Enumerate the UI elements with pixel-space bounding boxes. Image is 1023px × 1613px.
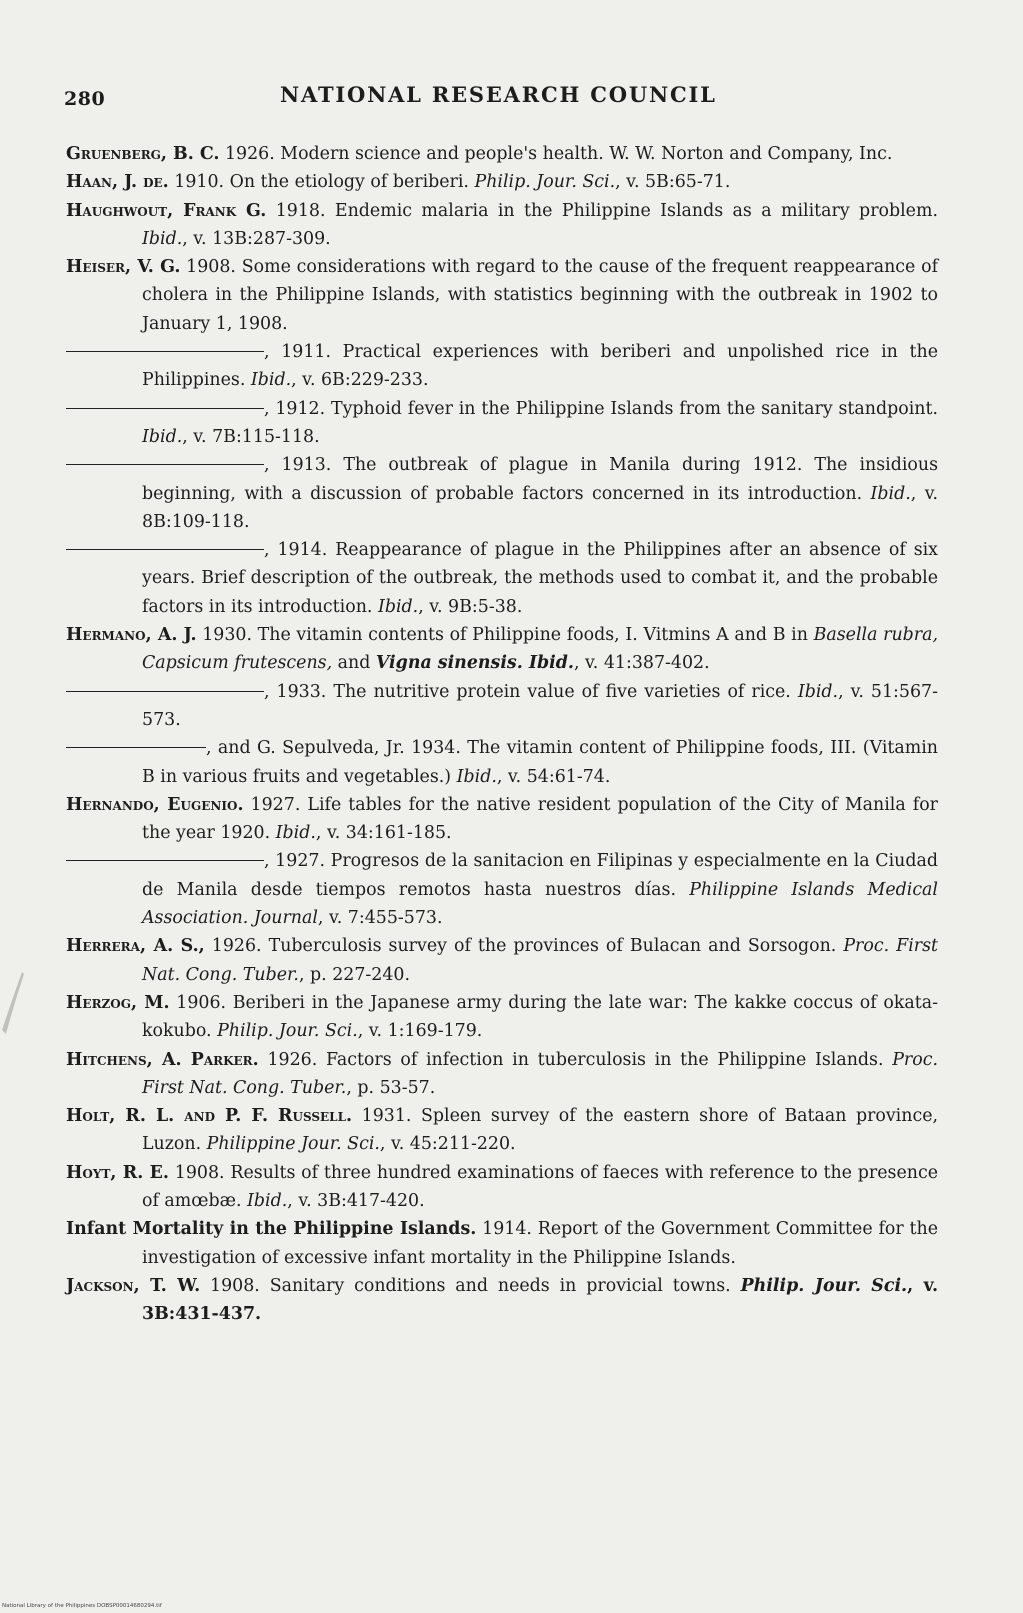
entry-tail: , v. 3B:431-437.: [142, 1275, 938, 1325]
entry-text: 1931. Spleen survey of the eastern shore of Bataan province, Luzon.: [142, 1106, 939, 1155]
entry-author: Jackson, T. W.: [66, 1275, 201, 1296]
bibliography-entry: [66, 678, 938, 735]
bibliography-entry: [66, 536, 938, 621]
bibliography-entry: [66, 932, 938, 989]
bibliography-entry: [66, 1272, 938, 1329]
bibliography-entry: [66, 451, 938, 536]
bibliography-entry: [66, 791, 938, 848]
entry-text: , 1927. Progresos de la sanitacion en Filipinas y especialmente en la Ciudad de Manila desde tiempos remotos hasta nuestros días.: [142, 851, 938, 900]
entry-tail: , p. 227-240.: [298, 964, 410, 985]
entry-author: Haughwout, Frank G.: [66, 200, 267, 221]
entry-text: 1906. Beriberi in the Japanese army during the late war: The kakke coccus of okata-kokubo.: [142, 992, 939, 1042]
entry-author: Gruenberg, B. C.: [66, 144, 220, 164]
entry-tail: , v. 13B:287-309.: [182, 228, 331, 249]
entry-author: Hitchens, A. Parker.: [66, 1049, 259, 1070]
entry-tail: , v. 45:211-220.: [379, 1134, 516, 1155]
entry-journal: Philippine Jour. Sci.: [206, 1134, 380, 1155]
entry-tail: and: [332, 653, 376, 674]
entry-text: 1908. Some considerations with regard to the cause of the frequent reappearance of cholera in the Philippine Islands, with statistics beginning with the outbreak in 1902 to January 1, 1908.: [142, 257, 938, 334]
entry-journal: Ibid.: [522, 653, 574, 674]
entry-tail: , v. 41:387-402.: [573, 653, 710, 674]
entry-tail: , v. 3B:417-420.: [287, 1190, 425, 1211]
scan-footer: National Library of the Philippines DOBSP00014680294.tif: [2, 1603, 162, 1609]
entry-tail: , v. 1:169-179.: [357, 1021, 483, 1042]
entry-text: , 1911. Practical experiences with beriberi and unpolished rice in the Philippines.: [142, 342, 938, 391]
entry-journal: Ibid.: [456, 766, 497, 787]
entry-text: , 1933. The nutritive protein value of five varieties of rice.: [264, 681, 798, 702]
entry-journal: Basella rubra, Capsicum frutescens,: [142, 625, 938, 674]
bibliography-entry: [66, 734, 938, 791]
ditto-rule: [66, 464, 264, 465]
bibliography-entry: [66, 197, 938, 254]
entry-author: Herzog, M.: [66, 992, 170, 1013]
entry-journal: Ibid.: [250, 370, 292, 391]
entry-tail: , v. 7:455-573.: [317, 908, 443, 929]
ditto-rule: [66, 691, 264, 692]
entry-tail: , v. 9B:5-38.: [418, 596, 523, 617]
entry-text: , 1914. Reappearance of plague in the Philippines after an absence of six years. Brief description of the outbreak, the methods used to combat it, and the probable factors in its introduction.: [142, 540, 938, 617]
running-title: NATIONAL RESEARCH COUNCIL: [280, 82, 717, 107]
entry-author: Heiser, V. G.: [66, 257, 181, 278]
bibliography-entry: [66, 168, 938, 196]
bibliography-entry: [66, 395, 938, 452]
bibliography-entry: [66, 1102, 938, 1159]
entry-text: 1914. Report of the Government Committee for the investigation of excessive infant mortality in the Philippine Islands.: [142, 1219, 938, 1268]
entry-tail: , p. 53-57.: [346, 1077, 436, 1098]
entry-journal: Ibid.: [870, 483, 911, 504]
ditto-rule: [66, 747, 206, 748]
entry-author: Hernando, Eugenio.: [66, 794, 244, 815]
bibliography-entry: [66, 1159, 938, 1216]
entry-species: Vigna sinensis.: [375, 653, 523, 674]
entry-text: 1926. Factors of infection in tuberculosis in the Philippine Islands.: [258, 1049, 893, 1070]
entry-tail: , v. 34:161-185.: [315, 823, 452, 844]
ditto-rule: [66, 549, 264, 550]
entry-journal: Ibid.: [797, 681, 839, 702]
entry-text: 1908. Sanitary conditions and needs in provicial towns.: [200, 1275, 741, 1296]
entry-journal: Proc. First Nat. Cong. Tuber.: [142, 1049, 938, 1098]
entry-author: Haan, J. de.: [66, 172, 169, 193]
entry-tail: , v. 8B:109-118.: [142, 483, 938, 532]
entry-text: 1930. The vitamin contents of Philippine foods, I. Vitmins A and B in: [196, 625, 814, 646]
bibliography-entry: [66, 253, 938, 338]
bibliography-list: [66, 140, 938, 1328]
entry-author: Hermano, A. J.: [66, 625, 197, 646]
ditto-rule: [66, 351, 264, 352]
entry-tail: , v. 51:567-573.: [142, 681, 938, 730]
entry-title-heading: Infant Mortality in the Philippine Islands.: [66, 1219, 477, 1240]
entry-journal: Proc. First Nat. Cong. Tuber.: [142, 936, 938, 985]
ditto-rule: [66, 408, 264, 409]
entry-author: Hoyt, R. E.: [66, 1162, 169, 1183]
entry-author: Holt, R. L. and P. F. Russell.: [66, 1106, 353, 1127]
entry-text: 1910. On the etiology of beriberi.: [168, 172, 475, 193]
bibliography-entry: [66, 989, 938, 1046]
entry-text: , 1913. The outbreak of plague in Manila during 1912. The insidious beginning, with a discussion of probable factors concerned in its introduction.: [142, 455, 938, 504]
entry-journal: Ibid.: [275, 823, 316, 844]
entry-journal: Philip. Jour. Sci.: [217, 1021, 358, 1042]
scan-blemish: [0, 960, 30, 1040]
entry-journal: Philip. Jour. Sci.: [740, 1275, 908, 1296]
entry-tail: , v. 5B:65-71.: [615, 172, 731, 193]
entry-journal: Ibid.: [377, 596, 419, 617]
entry-text: 1918. Endemic malaria in the Philippine Islands as a military problem.: [266, 200, 938, 221]
entry-text: , 1912. Typhoid fever in the Philippine Islands from the sanitary standpoint.: [264, 398, 938, 419]
entry-text: 1927. Life tables for the native resident population of the City of Manila for the year 1920.: [142, 794, 938, 844]
entry-text: 1926. Modern science and people's health. W. W. Norton and Company, Inc.: [219, 144, 893, 164]
entry-journal: Ibid.: [142, 426, 183, 447]
entry-journal: Ibid.: [247, 1190, 288, 1211]
ditto-rule: [66, 860, 264, 861]
entry-text: 1908. Results of three hundred examinations of faeces with reference to the presence of amœbæ.: [142, 1162, 938, 1211]
bibliography-entry: [66, 1046, 938, 1103]
entry-tail: , v. 7B:115-118.: [182, 426, 320, 447]
entry-author: Herrera, A. S.,: [66, 936, 205, 957]
entry-tail: , v. 6B:229-233.: [291, 370, 429, 391]
bibliography-entry: [66, 847, 938, 932]
entry-text: 1926. Tuberculosis survey of the provinces of Bulacan and Sorsogon.: [204, 936, 844, 957]
page-number: 280: [64, 88, 106, 110]
bibliography-entry: [66, 1215, 938, 1272]
bibliography-entry: [66, 621, 938, 678]
entry-journal: Ibid.: [142, 228, 183, 249]
entry-tail: , v. 54:61-74.: [496, 766, 611, 787]
entry-journal: Philippine Islands Medical Association. Journal: [142, 879, 938, 929]
entry-journal: Philip. Jour. Sci.: [474, 172, 616, 193]
bibliography-entry: [66, 140, 938, 168]
page-header: [64, 82, 944, 118]
bibliography-entry: [66, 338, 938, 395]
entry-text: , and G. Sepulveda, Jr. 1934. The vitamin content of Philippine foods, III. (Vitamin B in various fruits and vegetables.): [142, 738, 938, 787]
